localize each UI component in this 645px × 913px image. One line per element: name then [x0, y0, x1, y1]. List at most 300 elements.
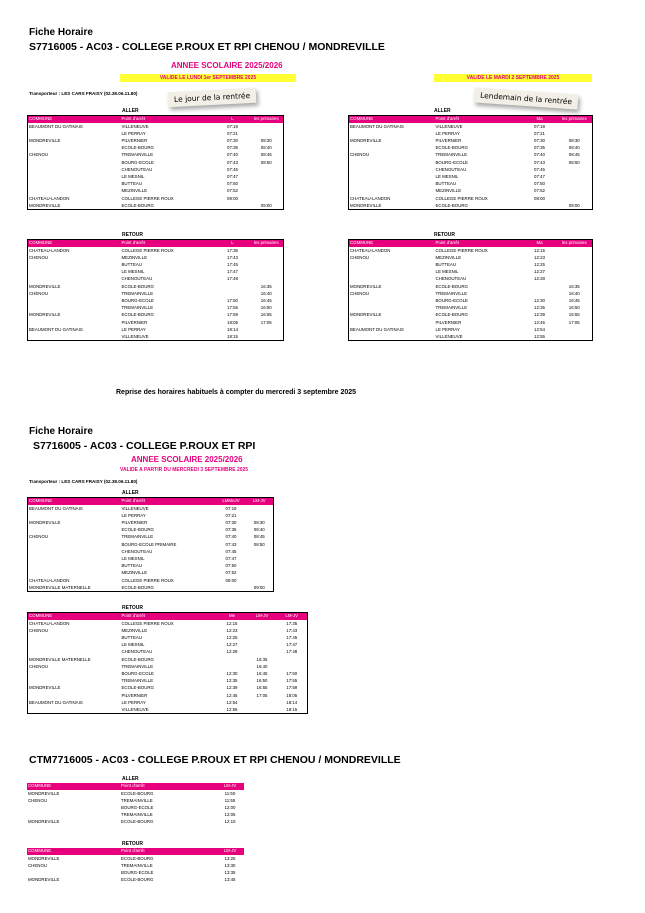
time-cell	[250, 247, 284, 254]
table-row	[349, 319, 593, 326]
commune-cell: MONDREVILLE	[29, 283, 61, 289]
time-cell	[248, 648, 277, 655]
time-cell	[557, 180, 593, 187]
time-cell: 08:30	[260, 138, 272, 143]
table-row	[28, 297, 284, 304]
time-cell	[250, 123, 284, 130]
time-cell: 07:40	[225, 534, 237, 540]
time-cell: 07:30	[227, 138, 238, 143]
table-row	[28, 656, 308, 663]
time-cell: 17:05	[256, 692, 268, 698]
column-header: LM-JV	[216, 783, 244, 790]
time-cell	[246, 512, 274, 519]
stop-cell: TREMAINVILLE	[121, 290, 154, 296]
stop-cell: VILLENEUVE	[435, 123, 463, 129]
time-cell	[250, 254, 284, 261]
table-row	[28, 159, 284, 166]
column-header: les primaires	[557, 240, 593, 247]
commune-cell: MONDREVILLE MATERNELLE	[29, 584, 91, 590]
time-cell: 12:55	[226, 707, 238, 713]
stop-cell: BUTTEAU	[121, 262, 142, 267]
commune-cell: MONDREVILLE	[350, 283, 382, 289]
time-cell: 18:05	[286, 692, 298, 698]
time-cell: 13:30	[224, 862, 236, 868]
time-cell: 12:25	[534, 262, 545, 267]
commune-cell: CHATEAU-LANDON	[29, 195, 70, 201]
commune-cell	[28, 333, 121, 341]
table-row	[349, 187, 593, 194]
table-row	[28, 569, 274, 576]
stop-cell: TREMAINVILLE	[435, 290, 468, 296]
commune-cell: MONDREVILLE	[28, 819, 60, 825]
commune-cell	[349, 268, 435, 275]
commune-cell: BEAUMONT DU GATINAIS	[29, 326, 83, 332]
s1-transporteur: Transporteur : LES CARS FRAISY (02.38.06.11.80)	[29, 91, 138, 96]
time-cell: 12:30	[226, 671, 238, 677]
stop-cell: ECOLE-BOURG	[435, 312, 468, 318]
time-cell: 07:47	[534, 174, 545, 180]
stop-cell: COLLEGE PIERRE ROUX	[435, 195, 488, 201]
table-row	[28, 699, 308, 706]
commune-cell: CHATEAU-LANDON	[29, 620, 70, 626]
commune-cell	[28, 555, 121, 562]
time-cell	[523, 283, 557, 290]
table-row	[27, 790, 244, 797]
stop-cell: CHENOUTEAU	[121, 166, 153, 172]
stop-cell: CHENOUTEAU	[121, 548, 153, 554]
stop-cell: BUTTEAU	[435, 181, 456, 187]
table-row	[28, 577, 274, 584]
time-cell: 12:15	[226, 620, 238, 626]
time-cell: 16:55	[256, 685, 268, 691]
table-row	[349, 195, 593, 202]
time-cell	[557, 268, 593, 275]
commune-cell: MONDREVILLE	[29, 138, 61, 143]
table-row	[28, 541, 274, 548]
time-cell	[217, 663, 248, 670]
column-header: Ma	[523, 240, 557, 247]
time-cell	[557, 173, 593, 180]
time-cell: 17:50	[227, 298, 238, 304]
stop-cell: MEZINVILLE	[435, 188, 462, 194]
column-header: L	[216, 240, 250, 247]
time-cell: 07:21	[534, 130, 545, 136]
column-header: COMMUNE	[27, 848, 120, 855]
time-cell	[246, 555, 274, 562]
time-cell: 08:00	[225, 577, 237, 583]
commune-cell: MONDREVILLE	[29, 520, 61, 525]
stop-cell: LE MESNIL	[121, 642, 145, 648]
time-cell	[250, 130, 284, 137]
stop-cell: LE PERRAY	[121, 699, 146, 705]
stop-cell: ECOLE-BOURG	[121, 685, 154, 691]
table-header-row	[27, 783, 244, 790]
commune-cell	[28, 548, 121, 555]
time-cell: 17:45	[286, 635, 298, 640]
commune-cell	[28, 319, 121, 326]
s1-retour-right-label: RETOUR	[434, 232, 456, 238]
table-row	[349, 247, 593, 254]
stop-cell: LE MESNIL	[121, 174, 145, 180]
table-row	[27, 876, 244, 883]
stop-cell: COLLEGE PIERRE ROUX	[435, 247, 488, 253]
time-cell: 09:00	[253, 584, 265, 590]
time-cell: 09:00	[260, 202, 272, 208]
time-cell: 16:45	[256, 671, 268, 677]
table-header-row	[28, 240, 284, 247]
column-header: LM-JV	[246, 498, 274, 505]
stop-cell: ECOLE-BOURG	[435, 145, 468, 151]
table-row	[349, 151, 593, 158]
time-cell: 11:50	[224, 790, 236, 796]
stop-cell: COLLEGE PIERRE ROUX	[121, 577, 174, 583]
table-row	[28, 268, 284, 275]
time-cell: 07:43	[225, 541, 237, 547]
time-cell: 07:19	[534, 123, 545, 129]
time-cell: 07:35	[225, 527, 237, 533]
time-cell: 07:19	[227, 123, 238, 129]
time-cell	[248, 706, 277, 714]
time-cell: 07:52	[534, 188, 545, 194]
stop-cell: COLLEGE PIERRE ROUX	[121, 195, 174, 201]
s3-code: CTM7716005 - AC03 - COLLEGE P.ROUX ET RPI CHENOU / MONDREVILLE	[29, 754, 401, 766]
commune-cell	[28, 173, 121, 180]
table-row	[28, 137, 284, 144]
stop-cell: LE PERRAY	[121, 130, 146, 136]
time-cell	[523, 290, 557, 297]
table-row	[28, 304, 284, 311]
time-cell	[250, 326, 284, 333]
s2-aller-label: ALLER	[122, 490, 139, 496]
commune-cell	[349, 144, 435, 151]
commune-cell: CHATEAU-LANDON	[350, 247, 391, 253]
column-header: les primaires	[250, 240, 284, 247]
time-cell: 17:43	[227, 254, 238, 260]
commune-cell: CHENOU	[28, 862, 48, 868]
commune-cell	[28, 166, 121, 173]
stop-cell: COLLEGE PIERRE ROUX	[121, 620, 174, 626]
commune-cell	[28, 641, 121, 648]
stop-cell: MEZINVILLE	[121, 570, 148, 576]
table-row	[349, 268, 593, 275]
time-cell: 13:35	[224, 870, 236, 875]
time-cell: 12:55	[534, 334, 545, 340]
time-cell: 07:50	[225, 563, 237, 569]
commune-cell	[349, 180, 435, 187]
table-row	[28, 247, 284, 254]
time-cell	[557, 130, 593, 137]
table-row	[28, 663, 308, 670]
time-cell: 07:40	[534, 152, 545, 158]
time-cell: 08:45	[568, 152, 580, 158]
table-row	[28, 144, 284, 151]
time-cell: 17:55	[286, 678, 298, 684]
time-cell	[557, 333, 593, 341]
time-cell: 07:45	[534, 166, 545, 172]
commune-cell	[27, 811, 120, 818]
table-header-row	[349, 116, 593, 123]
table-header-row	[28, 613, 308, 620]
table-row	[349, 180, 593, 187]
table-row	[349, 144, 593, 151]
time-cell	[523, 202, 557, 210]
stop-cell: ECOLE-BOURG	[121, 790, 154, 796]
column-header: L	[216, 116, 250, 123]
column-header: LMMeJV	[217, 498, 246, 505]
table-row	[349, 311, 593, 318]
commune-cell: MONDREVILLE	[29, 685, 61, 691]
time-cell	[216, 283, 250, 290]
time-cell: 17:48	[286, 649, 298, 655]
table-row	[28, 123, 284, 130]
stop-cell: CHENOUTEAU	[121, 649, 153, 655]
table-row	[27, 869, 244, 876]
stop-cell: VILLENEUVE	[121, 123, 149, 129]
time-cell: 18:15	[286, 707, 298, 713]
s2-retour-label: RETOUR	[122, 605, 144, 611]
stop-cell: BOURG-ECOLE	[121, 159, 154, 165]
table-row	[28, 677, 308, 684]
time-cell: 08:00	[227, 195, 238, 201]
column-header: COMMUNE	[28, 613, 121, 620]
table-row	[349, 159, 593, 166]
table-row	[28, 187, 284, 194]
column-header: COMMUNE	[349, 240, 435, 247]
time-cell	[557, 195, 593, 202]
table-row	[28, 319, 284, 326]
commune-cell	[27, 869, 120, 876]
time-cell: 17:43	[286, 627, 298, 633]
time-cell	[250, 268, 284, 275]
time-cell: 18:15	[227, 334, 238, 340]
stop-cell: BOURG-ECOLE PRIMAIRE	[121, 541, 177, 547]
column-header: Point d'arrêt	[121, 498, 217, 505]
stop-cell: LE MESNIL	[435, 269, 459, 275]
time-cell	[557, 166, 593, 173]
stop-cell: ECOLE-BOURG	[121, 584, 154, 590]
stop-cell: PILVERNIER	[435, 138, 462, 143]
table-row	[28, 333, 284, 341]
table-row	[27, 818, 244, 825]
commune-cell: MONDREVILLE	[350, 138, 382, 143]
time-cell	[248, 699, 277, 706]
s1-retour-left-table	[27, 239, 284, 341]
commune-cell	[349, 297, 435, 304]
time-cell: 07:45	[225, 548, 237, 554]
time-cell	[217, 656, 248, 663]
time-cell: 07:19	[225, 505, 237, 511]
stop-cell: BOURG-ECOLE	[121, 298, 154, 304]
column-header: Point d'arrêt	[121, 240, 216, 247]
time-cell: 08:40	[260, 145, 272, 151]
time-cell: 17:47	[227, 269, 238, 275]
time-cell	[250, 275, 284, 282]
time-cell: 18:14	[227, 326, 238, 332]
commune-cell	[349, 304, 435, 311]
time-cell	[246, 505, 274, 512]
s3-retour-label: RETOUR	[122, 841, 144, 847]
table-row	[349, 202, 593, 210]
table-row	[28, 620, 308, 627]
stop-cell: VILLENEUVE	[435, 334, 463, 340]
time-cell: 12:15	[534, 247, 545, 253]
commune-cell: MONDREVILLE	[350, 202, 382, 208]
s1-aller-right-table	[348, 115, 593, 210]
commune-cell: CHENOU	[28, 797, 48, 803]
time-cell: 17:55	[227, 305, 238, 311]
stop-cell: CHENOUTEAU	[435, 276, 467, 282]
commune-cell	[28, 304, 121, 311]
commune-cell	[28, 268, 121, 275]
time-cell: 08:50	[568, 159, 580, 165]
table-row	[28, 261, 284, 268]
time-cell: 07:40	[227, 152, 238, 158]
stop-cell: BUTTEAU	[121, 181, 142, 187]
stop-cell: TREMAINVILLE	[435, 152, 468, 158]
commune-cell: CHENOU	[350, 254, 370, 260]
table-row	[28, 180, 284, 187]
commune-cell: MONDREVILLE	[350, 312, 382, 318]
table-row	[28, 195, 284, 202]
column-header: Point d'arrêt	[120, 783, 216, 790]
time-cell	[248, 620, 277, 627]
commune-cell	[28, 187, 121, 194]
time-cell: 16:55	[568, 312, 580, 318]
table-row	[349, 283, 593, 290]
time-cell	[246, 569, 274, 576]
table-row	[349, 304, 593, 311]
stop-cell: TREMAINVILLE	[121, 534, 154, 540]
time-cell: 17:48	[227, 276, 238, 282]
table-row	[28, 648, 308, 655]
commune-cell	[28, 706, 121, 714]
stop-cell: MEZINVILLE	[121, 254, 148, 260]
time-cell	[250, 261, 284, 268]
table-row	[349, 261, 593, 268]
time-cell: 07:43	[227, 159, 238, 165]
time-cell: 12:27	[534, 269, 545, 275]
time-cell	[557, 187, 593, 194]
commune-cell: CHENOU	[350, 152, 370, 158]
stop-cell: ECOLE-BOURG	[121, 656, 154, 662]
time-cell: 16:40	[260, 290, 272, 296]
column-header: Ma	[523, 116, 557, 123]
table-header-row	[349, 240, 593, 247]
s1-aller-left-label: ALLER	[122, 108, 139, 114]
commune-cell: MONDREVILLE	[29, 312, 61, 318]
commune-cell	[28, 541, 121, 548]
s2-aller-table	[27, 497, 274, 592]
commune-cell	[349, 187, 435, 194]
commune-cell	[28, 130, 121, 137]
table-row	[27, 855, 244, 862]
commune-cell: BEAUMONT DU GATINAIS	[29, 123, 83, 129]
table-row	[349, 130, 593, 137]
stop-cell: VILLENEUVE	[121, 505, 149, 511]
commune-cell	[28, 526, 121, 533]
time-cell: 12:28	[534, 276, 545, 282]
stop-cell: ECOLE-BOURG	[121, 877, 154, 883]
time-cell	[248, 634, 277, 641]
commune-cell	[28, 275, 121, 282]
stop-cell: TREMAINVILLE	[121, 812, 153, 818]
time-cell: 13:45	[224, 877, 236, 883]
time-cell	[557, 254, 593, 261]
table-row	[28, 706, 308, 714]
column-header: Point d'arrêt	[435, 240, 523, 247]
s2-retour-table	[27, 612, 308, 714]
time-cell: 12:00	[224, 805, 236, 810]
table-row	[349, 137, 593, 144]
table-row	[28, 505, 274, 512]
time-cell: 16:40	[568, 290, 580, 296]
table-row	[27, 862, 244, 869]
column-header: COMMUNE	[28, 240, 121, 247]
stop-cell: TREMAINVILLE	[121, 663, 154, 669]
time-cell: 07:50	[534, 181, 545, 187]
time-cell: 12:10	[224, 819, 236, 825]
table-row	[28, 670, 308, 677]
column-header: LM-JV	[216, 848, 244, 855]
commune-cell	[349, 130, 435, 137]
time-cell: 08:45	[260, 152, 272, 158]
stop-cell: LE PERRAY	[435, 130, 460, 136]
table-row	[28, 254, 284, 261]
stop-cell: BOURG-ECOLE	[435, 159, 468, 165]
time-cell: 07:52	[227, 188, 238, 194]
commune-cell	[28, 512, 121, 519]
column-header: COMMUNE	[27, 783, 120, 790]
table-row	[28, 692, 308, 699]
time-cell: 12:54	[226, 699, 238, 705]
time-cell	[250, 187, 284, 194]
table-row	[28, 275, 284, 282]
commune-cell: CHENOU	[29, 152, 49, 158]
s1-title: Fiche Horaire	[29, 27, 93, 38]
stop-cell: ECOLE-BOURG	[121, 202, 154, 208]
reprise-note: Reprise des horaires habituels à compter du mercredi 3 septembre 2025	[116, 389, 357, 396]
commune-cell	[28, 569, 121, 576]
table-row	[349, 297, 593, 304]
time-cell: 17:47	[286, 642, 298, 648]
table-row	[28, 283, 284, 290]
time-cell: 16:55	[260, 312, 272, 318]
stop-cell: LE MESNIL	[121, 269, 145, 275]
column-header: LM-JV	[277, 613, 308, 620]
time-cell: 17:35	[227, 247, 238, 253]
time-cell: 07:43	[534, 159, 545, 165]
table-row	[28, 512, 274, 519]
time-cell	[277, 663, 308, 670]
table-row	[28, 526, 274, 533]
table-row	[27, 797, 244, 804]
stop-cell: MEZINVILLE	[435, 254, 462, 260]
sticky-note-right: Lendemain de la rentrée	[474, 87, 579, 109]
time-cell: 07:35	[227, 145, 238, 151]
time-cell: 11:55	[224, 797, 236, 803]
commune-cell: MONDREVILLE	[28, 877, 60, 883]
s1-code: S7716005 - AC03 - COLLEGE P.ROUX ET RPI CHENOU / MONDREVILLE	[29, 41, 385, 53]
stop-cell: COLLEGE PIERRE ROUX	[121, 247, 174, 253]
stop-cell: VILLENEUVE	[121, 334, 149, 340]
commune-cell: BEAUMONT DU GATINAIS	[350, 326, 404, 332]
stop-cell: ECOLE-BOURG	[121, 855, 154, 861]
table-header-row	[28, 498, 274, 505]
s1-annee: ANNEE SCOLAIRE 2025/2026	[171, 61, 283, 70]
table-row	[28, 326, 284, 333]
table-row	[27, 804, 244, 811]
table-row	[349, 173, 593, 180]
